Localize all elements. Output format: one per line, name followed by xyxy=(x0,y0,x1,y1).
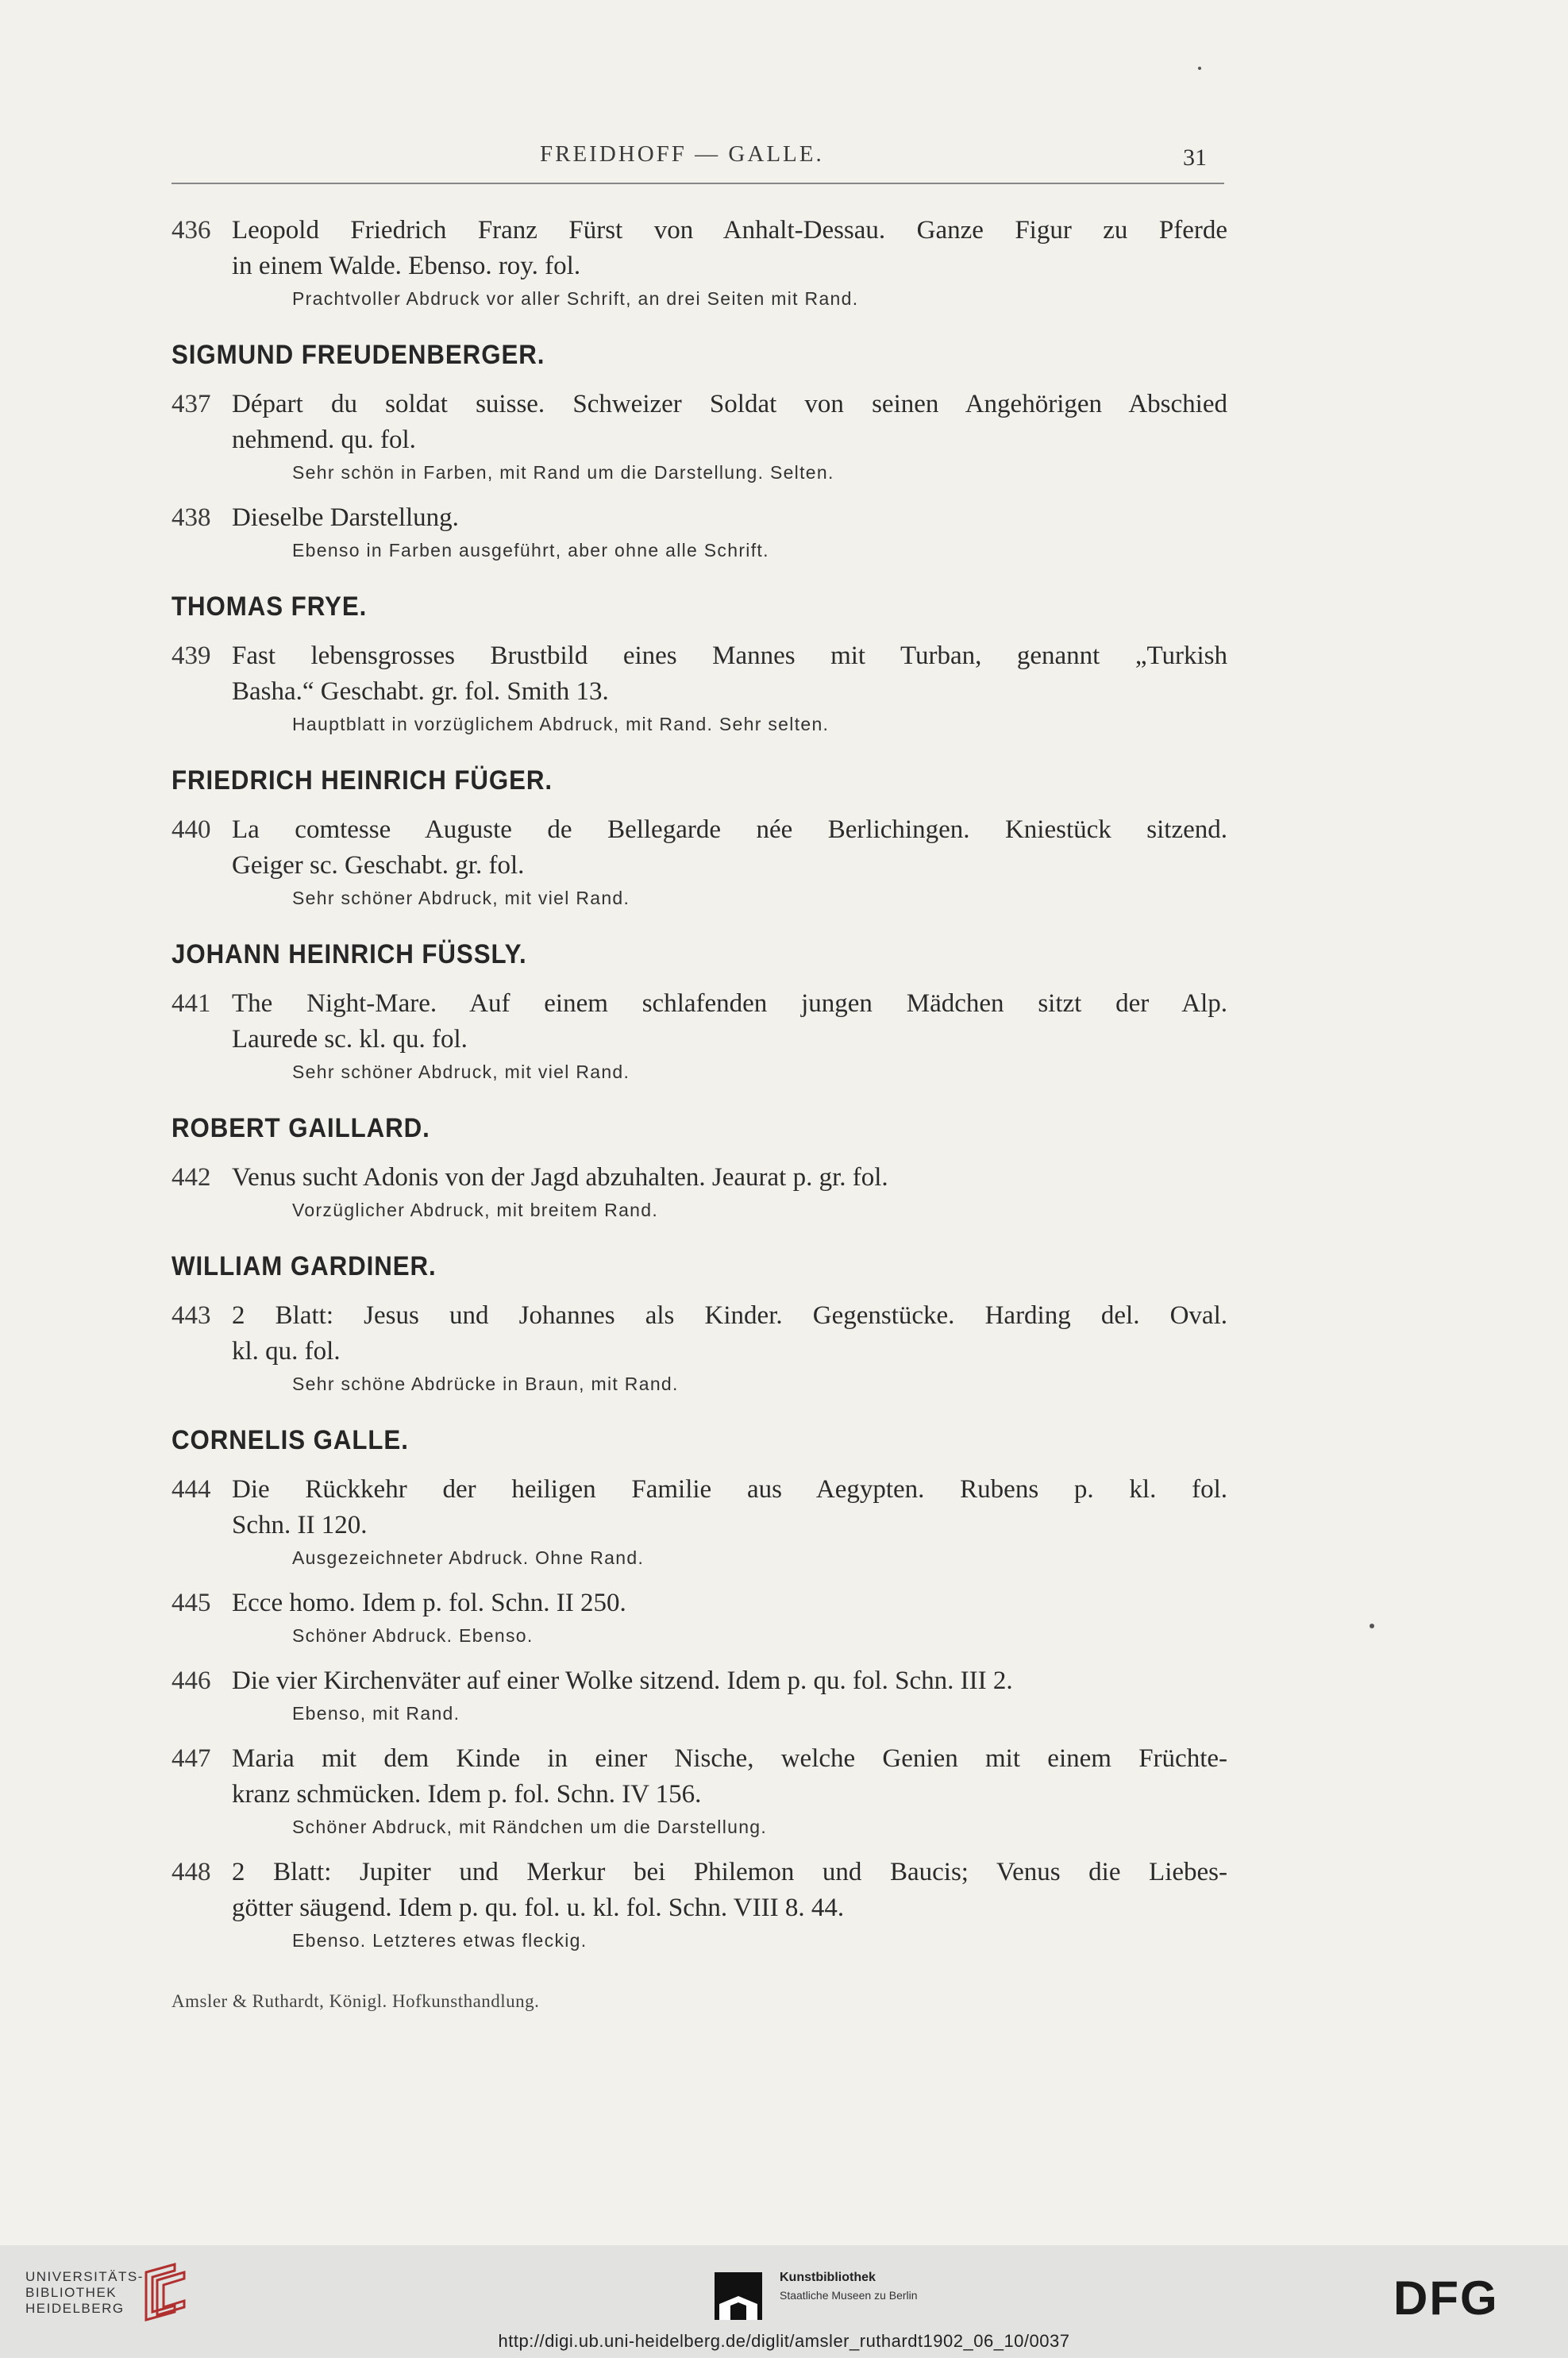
entry-line xyxy=(171,1663,1227,1699)
entry-number xyxy=(171,1022,232,1058)
entry-text: The Night-Mare. Auf einem schlafenden jungen Mädchen sitzt der Alp. xyxy=(232,989,1227,1018)
entry-number: 438 xyxy=(171,503,211,532)
catalog-entry xyxy=(171,1298,1227,1398)
entry-note: Schöner Abdruck. Ebenso. xyxy=(292,1625,534,1646)
kunstbibliothek-mark-icon xyxy=(715,2272,762,2320)
entry-line xyxy=(171,249,1227,284)
entry-line xyxy=(171,1777,1227,1813)
entry-line xyxy=(171,1298,1227,1334)
catalog-entry xyxy=(171,1472,1227,1572)
catalog-entry xyxy=(171,812,1227,912)
entry-note: Sehr schöner Abdruck, mit viel Rand. xyxy=(292,1061,630,1082)
entry-note: Hauptblatt in vorzüglichem Abdruck, mit Rand. Sehr selten. xyxy=(292,714,830,734)
catalog-entry xyxy=(171,638,1227,738)
entry-number xyxy=(171,1508,232,1543)
entry-number: 443 xyxy=(171,1301,211,1330)
entry-text: kl. qu. fol. xyxy=(232,1337,341,1366)
university-line: BIBLIOTHEK xyxy=(25,2285,118,2300)
entry-text: Geiger sc. Geschabt. gr. fol. xyxy=(232,851,525,880)
entry-line xyxy=(171,1890,1227,1926)
entry-note: Prachtvoller Abdruck vor aller Schrift, an drei Seiten mit Rand. xyxy=(292,288,859,309)
university-line: UNIVERSITÄTS- xyxy=(25,2269,144,2284)
entry-number: 444 xyxy=(171,1475,211,1504)
entry-number: 442 xyxy=(171,1163,211,1192)
entry-number xyxy=(171,249,232,284)
entry-line xyxy=(171,213,1227,249)
artist-heading: SIGMUND FREUDENBERGER. xyxy=(171,340,545,370)
entry-text: Basha.“ Geschabt. gr. fol. Smith 13. xyxy=(232,677,609,706)
entry-note: Ausgezeichneter Abdruck. Ohne Rand. xyxy=(292,1547,645,1568)
entry-line xyxy=(171,1022,1227,1058)
page-number: 31 xyxy=(1183,144,1207,171)
artist-heading: JOHANN HEINRICH FÜSSLY. xyxy=(171,939,527,969)
entry-number: 447 xyxy=(171,1744,211,1773)
catalog-entry xyxy=(171,500,1227,564)
permalink-url[interactable]: http://digi.ub.uni-heidelberg.de/diglit/amsler_ruthardt1902_06_10/0037 xyxy=(498,2331,1070,2351)
running-title: FREIDHOFF — GALLE. xyxy=(540,141,824,167)
entry-line xyxy=(171,1472,1227,1508)
entry-text: 2 Blatt: Jesus und Johannes als Kinder. Gegenstücke. Harding del. Oval. xyxy=(232,1301,1227,1330)
entry-number: 446 xyxy=(171,1666,211,1695)
entry-line xyxy=(171,638,1227,674)
university-library-logo[interactable] xyxy=(25,2269,144,2317)
kunstbibliothek-subtitle: Staatliche Museen zu Berlin xyxy=(780,2289,918,2302)
entry-number: 440 xyxy=(171,815,211,844)
entry-note: Schöner Abdruck, mit Rändchen um die Darstellung. xyxy=(292,1817,768,1837)
entry-line xyxy=(171,848,1227,884)
catalog-entry xyxy=(171,986,1227,1086)
entry-line xyxy=(171,1508,1227,1543)
entry-text: Die vier Kirchenväter auf einer Wolke sitzend. Idem p. qu. fol. Schn. III 2. xyxy=(232,1666,1013,1695)
entry-line xyxy=(171,500,1227,536)
artist-heading: THOMAS FRYE. xyxy=(171,591,368,622)
entry-number xyxy=(171,1777,232,1813)
entry-note: Ebenso, mit Rand. xyxy=(292,1703,460,1724)
entry-number xyxy=(171,422,232,458)
entry-note: Ebenso in Farben ausgeführt, aber ohne alle Schrift. xyxy=(292,540,769,561)
entry-text: götter säugend. Idem p. qu. fol. u. kl. fol. Schn. VIII 8. 44. xyxy=(232,1894,845,1922)
entry-note: Vorzüglicher Abdruck, mit breitem Rand. xyxy=(292,1200,659,1220)
catalog-entry xyxy=(171,1855,1227,1955)
entry-text: Venus sucht Adonis von der Jagd abzuhalten. Jeaurat p. gr. fol. xyxy=(232,1163,888,1192)
artist-heading: WILLIAM GARDINER. xyxy=(171,1251,437,1281)
artist-heading: FRIEDRICH HEINRICH FÜGER. xyxy=(171,765,553,796)
entry-text: La comtesse Auguste de Bellegarde née Berlichingen. Kniestück sitzend. xyxy=(232,815,1227,844)
entry-note: Sehr schöner Abdruck, mit viel Rand. xyxy=(292,888,630,908)
entry-number xyxy=(171,848,232,884)
entry-text: 2 Blatt: Jupiter und Merkur bei Philemon und Baucis; Venus die Liebes- xyxy=(232,1858,1227,1886)
entry-line xyxy=(171,422,1227,458)
university-line: HEIDELBERG xyxy=(25,2301,125,2316)
entry-number: 445 xyxy=(171,1589,211,1617)
digitization-bar xyxy=(0,2245,1568,2358)
entry-line xyxy=(171,387,1227,422)
paper-speck xyxy=(1198,67,1201,70)
catalog-entry xyxy=(171,213,1227,313)
entry-text: in einem Walde. Ebenso. roy. fol. xyxy=(232,252,581,280)
entry-text: Leopold Friedrich Franz Fürst von Anhalt-Dessau. Ganze Figur zu Pferde xyxy=(232,216,1227,245)
catalog-entry xyxy=(171,1585,1227,1650)
entry-line xyxy=(171,1741,1227,1777)
entry-line xyxy=(171,1334,1227,1370)
entry-text: Ecce homo. Idem p. fol. Schn. II 250. xyxy=(232,1589,626,1617)
entry-number: 439 xyxy=(171,642,211,670)
entry-line xyxy=(171,1160,1227,1196)
entry-note: Ebenso. Letzteres etwas fleckig. xyxy=(292,1930,588,1951)
entry-text: Die Rückkehr der heiligen Familie aus Aegypten. Rubens p. kl. fol. xyxy=(232,1475,1227,1504)
entry-text: nehmend. qu. fol. xyxy=(232,426,416,454)
entry-line xyxy=(171,674,1227,710)
entry-line xyxy=(171,1585,1227,1621)
entry-number xyxy=(171,1890,232,1926)
entry-line xyxy=(171,812,1227,848)
catalog-entry xyxy=(171,387,1227,487)
entry-number xyxy=(171,674,232,710)
entry-line xyxy=(171,986,1227,1022)
entry-number: 448 xyxy=(171,1858,211,1886)
entry-number xyxy=(171,1334,232,1370)
entry-number: 436 xyxy=(171,216,211,245)
dfg-logo[interactable]: DFG xyxy=(1393,2271,1499,2325)
entry-text: Dieselbe Darstellung. xyxy=(232,503,459,532)
entry-note: Sehr schön in Farben, mit Rand um die Darstellung. Selten. xyxy=(292,462,834,483)
catalog-entry xyxy=(171,1160,1227,1224)
kunstbibliothek-title: Kunstbibliothek xyxy=(780,2271,876,2284)
catalog-entry xyxy=(171,1663,1227,1728)
entry-text: kranz schmücken. Idem p. fol. Schn. IV 156. xyxy=(232,1780,702,1809)
entry-line xyxy=(171,1855,1227,1890)
header-rule xyxy=(171,183,1224,184)
artist-heading: CORNELIS GALLE. xyxy=(171,1425,409,1455)
heidelberg-mark-icon xyxy=(140,2263,191,2323)
running-head xyxy=(0,141,1568,181)
entry-number: 441 xyxy=(171,989,211,1018)
entry-text: Fast lebensgrosses Brustbild eines Mannes mit Turban, genannt „Turkish xyxy=(232,642,1227,670)
entry-text: Schn. II 120. xyxy=(232,1511,368,1539)
catalog-entry xyxy=(171,1741,1227,1841)
catalog-content xyxy=(171,213,1227,1968)
entry-text: Maria mit dem Kinde in einer Nische, welche Genien mit einem Früchte- xyxy=(232,1744,1227,1773)
entry-note: Sehr schöne Abdrücke in Braun, mit Rand. xyxy=(292,1374,679,1394)
entry-text: Laurede sc. kl. qu. fol. xyxy=(232,1025,468,1054)
entry-text: Départ du soldat suisse. Schweizer Soldat von seinen Angehörigen Abschied xyxy=(232,390,1227,418)
paper-speck xyxy=(1370,1624,1374,1628)
publisher-footer: Amsler & Ruthardt, Königl. Hofkunsthandlung. xyxy=(171,1991,540,2011)
entry-number: 437 xyxy=(171,390,211,418)
artist-heading: ROBERT GAILLARD. xyxy=(171,1113,430,1143)
